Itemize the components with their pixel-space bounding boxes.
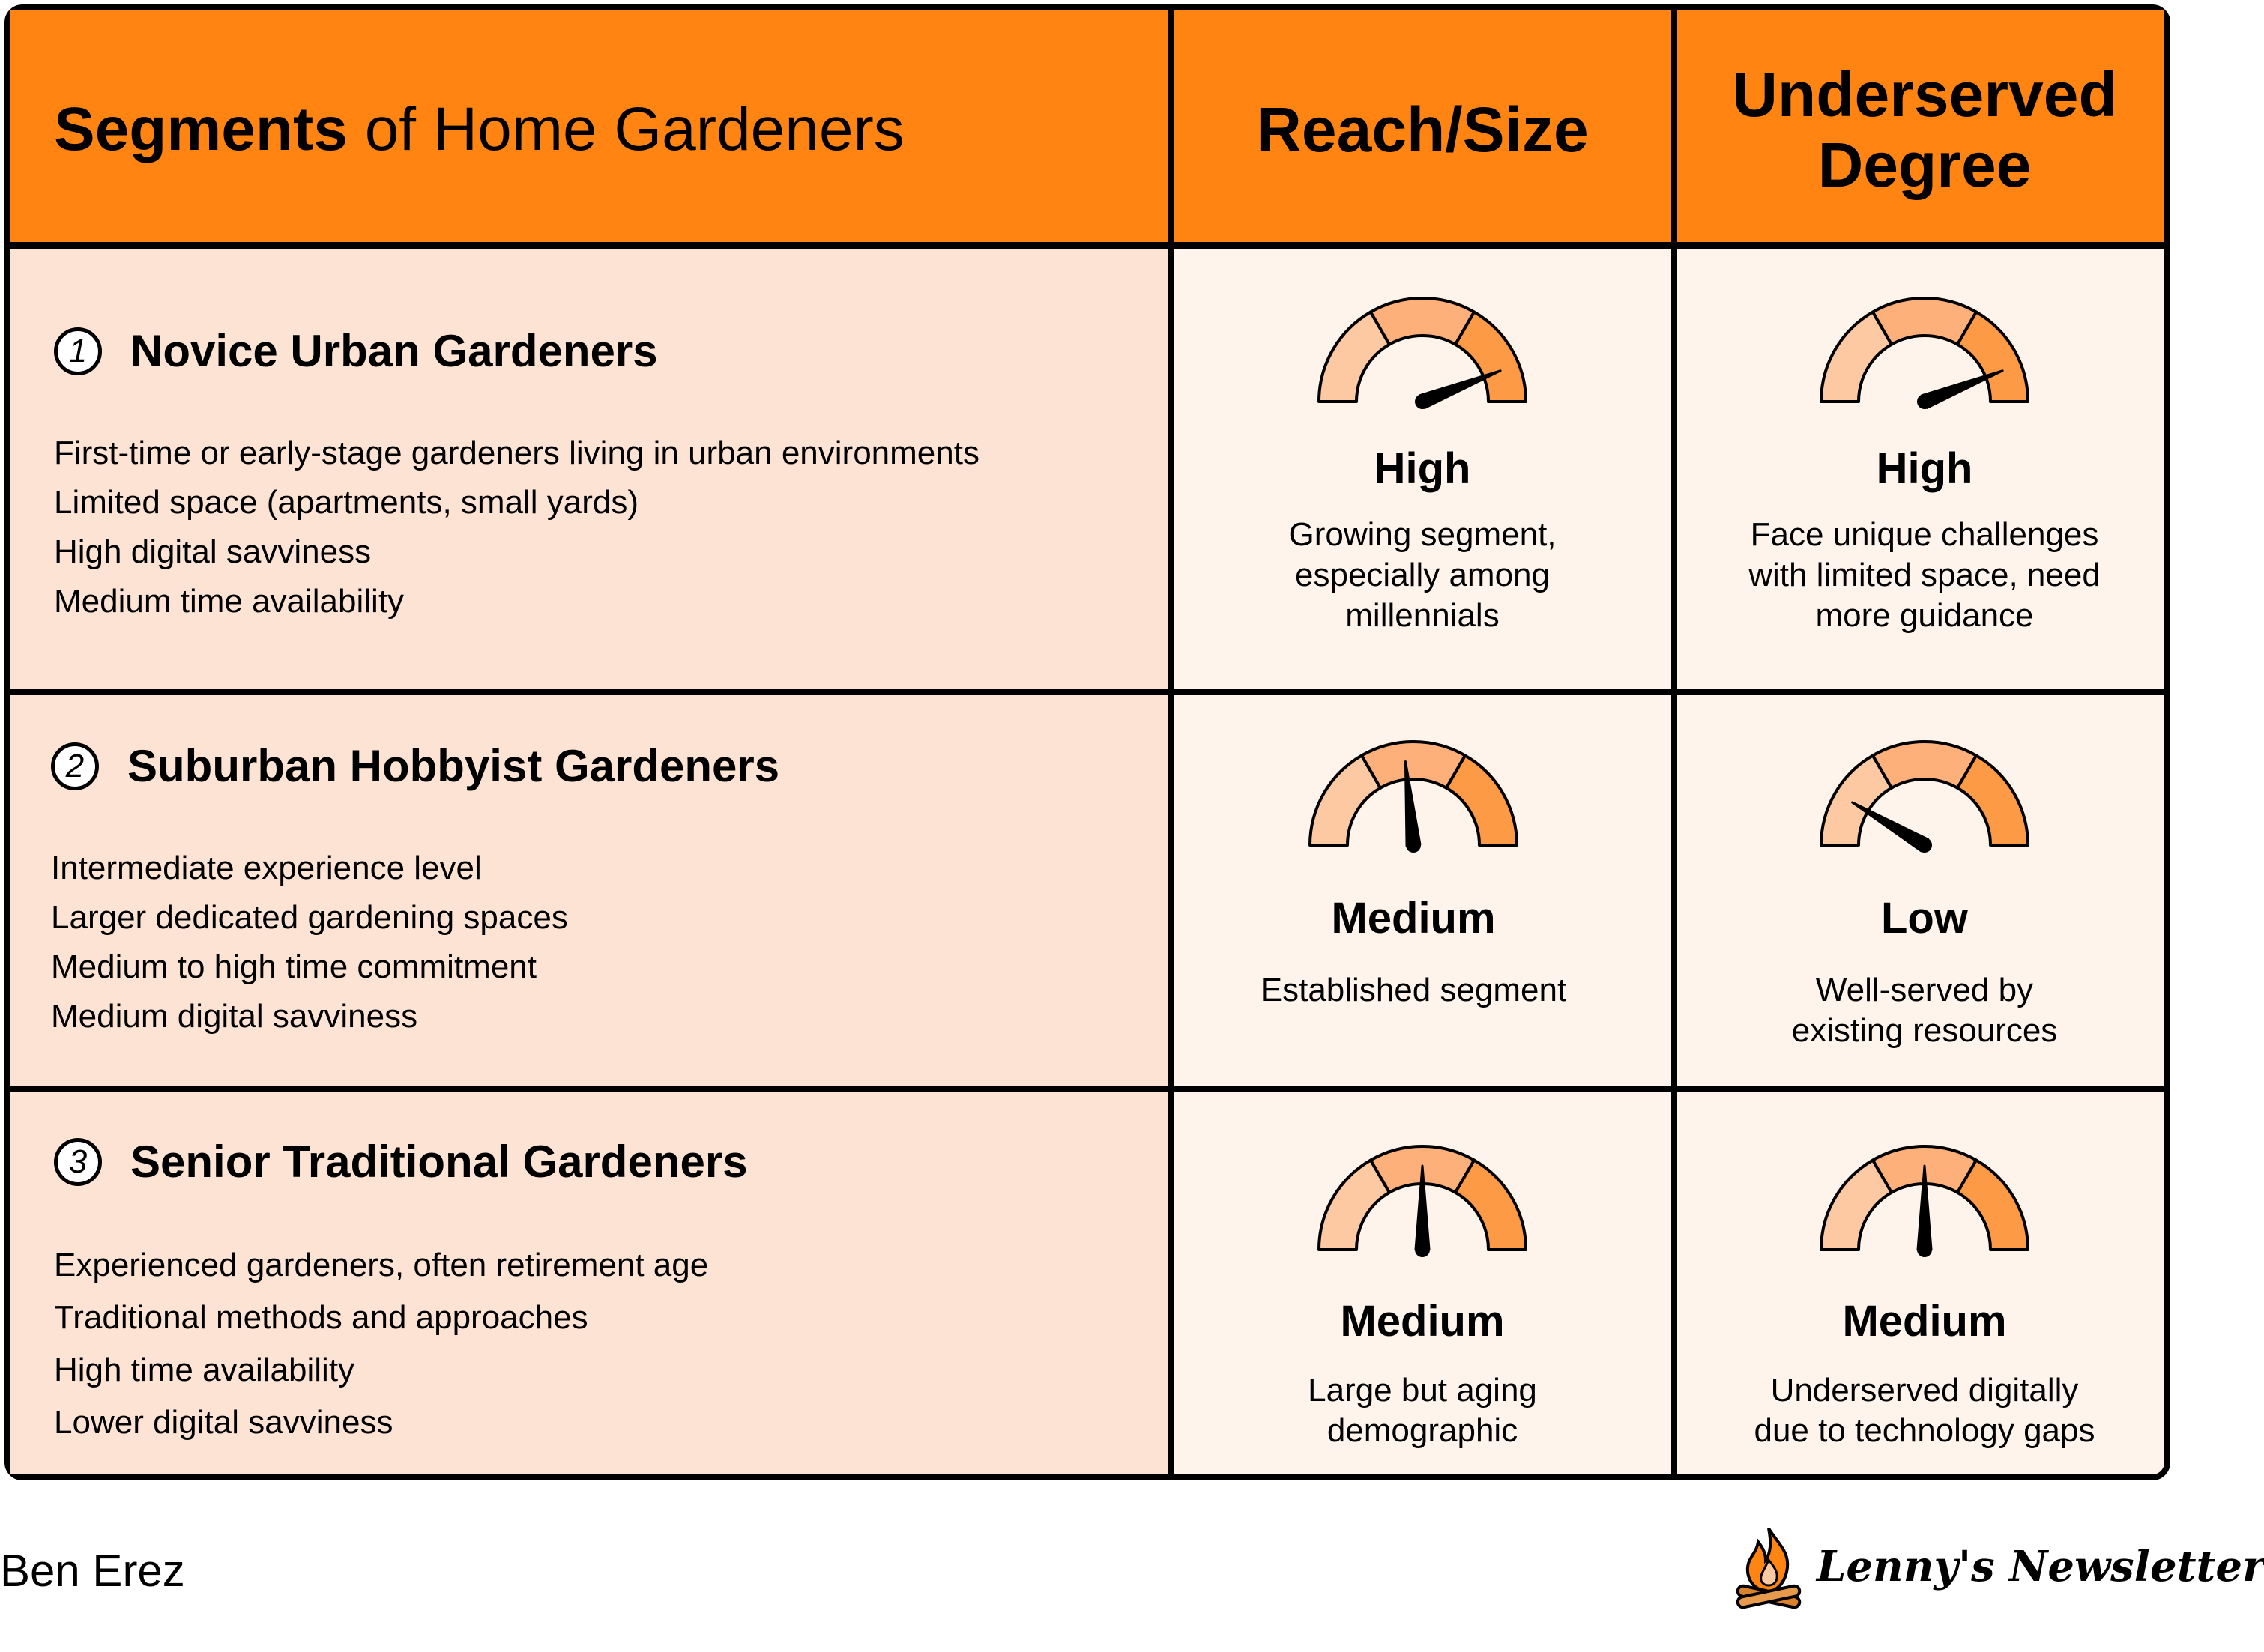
attribute-item: Experienced gardeners, often retirement age bbox=[54, 1247, 709, 1283]
underserved-level: High bbox=[1876, 444, 1973, 493]
gauge-segment bbox=[1455, 1160, 1526, 1250]
segment-attributes bbox=[54, 429, 979, 626]
underserved-cell bbox=[1677, 295, 2172, 636]
reach-cell bbox=[1174, 295, 1671, 636]
attribute-item: Traditional methods and approaches bbox=[54, 1299, 588, 1336]
column-divider bbox=[1671, 10, 1677, 1474]
reach-level: Medium bbox=[1331, 894, 1496, 943]
gauge-icon bbox=[1314, 1143, 1531, 1256]
gauge-hub bbox=[1406, 838, 1421, 853]
row-divider bbox=[10, 1086, 2164, 1092]
underserved-description: Underserved digitally due to technology gaps bbox=[1754, 1372, 2095, 1449]
gauge-segment bbox=[1957, 1160, 2028, 1250]
underserved-cell bbox=[1677, 1143, 2172, 1451]
segment-number-badge: 1 bbox=[54, 327, 102, 375]
underserved-cell bbox=[1677, 739, 2172, 1051]
gauge-hub bbox=[1415, 1242, 1430, 1257]
gauge-hub bbox=[1917, 1242, 1932, 1257]
brand-name: Lenny's Newsletter bbox=[1817, 1542, 2264, 1591]
gauge-needle bbox=[1853, 802, 1928, 851]
header-title bbox=[54, 94, 905, 165]
underserved-level: Medium bbox=[1842, 1297, 2007, 1346]
campfire-icon bbox=[1731, 1522, 1806, 1611]
reach-description: Established segment bbox=[1260, 972, 1567, 1008]
gauge-icon bbox=[1816, 295, 2033, 408]
segments-table bbox=[4, 4, 2170, 1480]
attribute-item: Limited space (apartments, small yards) bbox=[54, 484, 639, 521]
underserved-description: Well-served by existing resources bbox=[1791, 972, 2058, 1049]
attribute-item: Intermediate experience level bbox=[51, 850, 482, 886]
header-underserved: Underserved Degree bbox=[1732, 59, 2117, 200]
reach-cell bbox=[1174, 1143, 1671, 1451]
segment-number-badge: 3 bbox=[54, 1138, 102, 1186]
reach-description: Growing segment, especially among millennials bbox=[1288, 516, 1557, 634]
header-title-rest: of Home Gardeners bbox=[364, 95, 905, 163]
segment-attributes bbox=[54, 1239, 708, 1449]
gauge-segment bbox=[1957, 755, 2028, 845]
reach-level: High bbox=[1374, 444, 1471, 493]
gauge-icon bbox=[1314, 295, 1531, 408]
segment-number-badge: 2 bbox=[51, 742, 99, 790]
underserved-description: Face unique challenges with limited space, need more guidance bbox=[1748, 516, 2101, 634]
author-credit: Ben Erez bbox=[0, 1546, 185, 1596]
gauge-segment bbox=[1446, 755, 1517, 845]
gauge-hub bbox=[1917, 838, 1932, 853]
gauge-icon bbox=[1816, 739, 2033, 851]
attribute-item: Larger dedicated gardening spaces bbox=[51, 899, 568, 936]
row-divider bbox=[10, 689, 2164, 695]
gauge-icon bbox=[1816, 1143, 2033, 1256]
brand-logo bbox=[1731, 1522, 2264, 1611]
reach-description: Large but aging demographic bbox=[1308, 1372, 1537, 1449]
gauge-icon bbox=[1305, 739, 1522, 851]
segment-attributes bbox=[51, 844, 568, 1041]
attribute-item: Medium to high time commitment bbox=[51, 948, 537, 985]
attribute-item: Medium digital savviness bbox=[51, 998, 418, 1035]
underserved-level: Low bbox=[1881, 894, 1968, 943]
header-reach: Reach/Size bbox=[1256, 94, 1589, 165]
reach-level: Medium bbox=[1340, 1297, 1505, 1346]
gauge-hub bbox=[1415, 394, 1430, 409]
header-title-bold: Segments bbox=[54, 95, 348, 163]
segment-title: 1 Novice Urban Gardeners bbox=[54, 325, 658, 377]
attribute-item: High time availability bbox=[54, 1352, 355, 1388]
attribute-item: First-time or early-stage gardeners living in urban environments bbox=[54, 435, 979, 471]
attribute-item: High digital savviness bbox=[54, 533, 372, 570]
attribute-item: Lower digital savviness bbox=[54, 1404, 393, 1441]
reach-cell bbox=[1165, 739, 1662, 1011]
gauge-hub bbox=[1917, 394, 1932, 409]
segment-title: 2 Suburban Hobbyist Gardeners bbox=[51, 740, 779, 792]
segment-title: 3 Senior Traditional Gardeners bbox=[54, 1136, 748, 1187]
attribute-item: Medium time availability bbox=[54, 583, 405, 620]
